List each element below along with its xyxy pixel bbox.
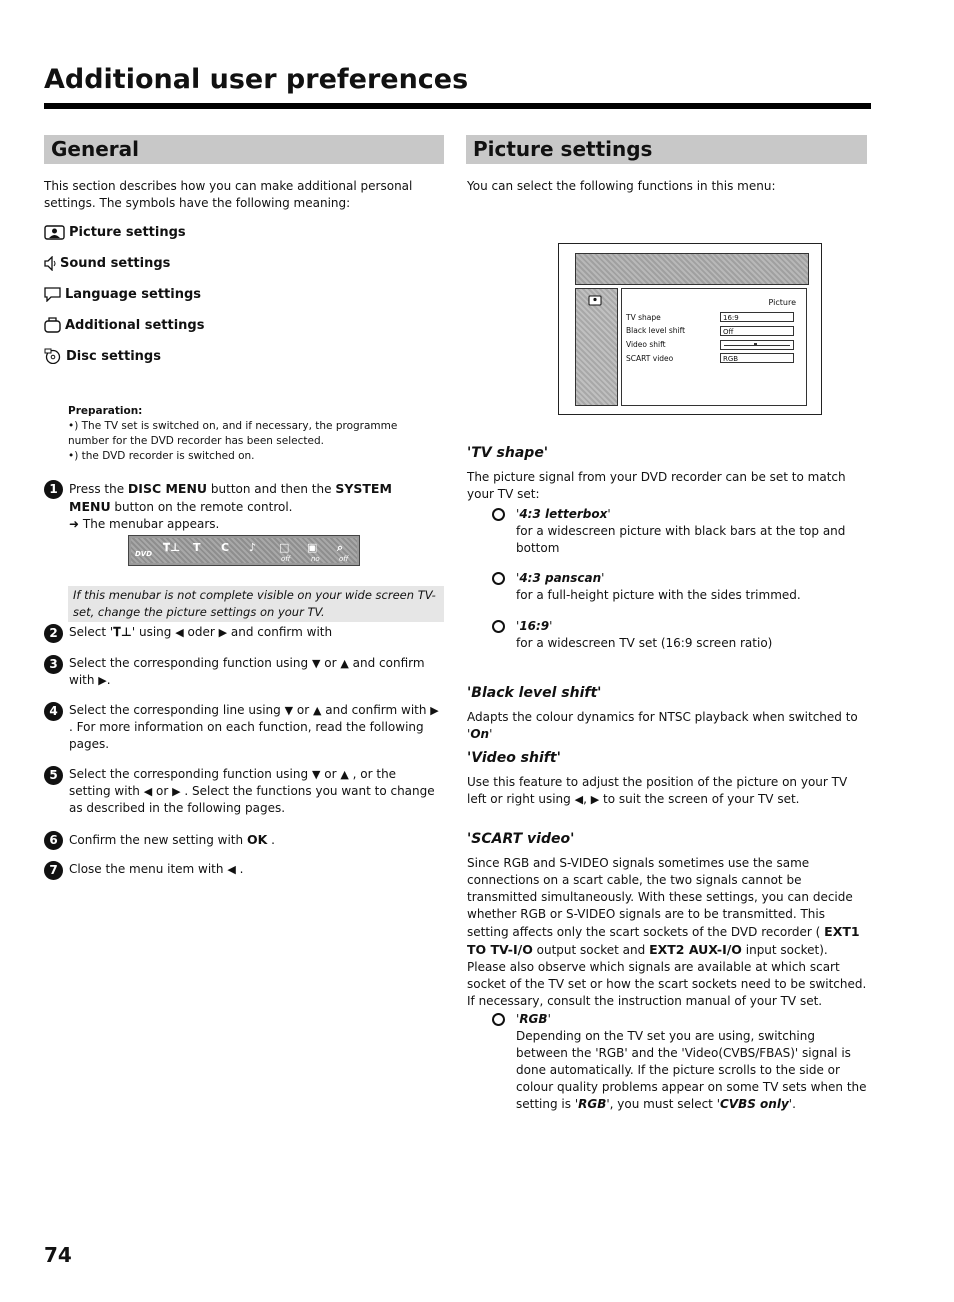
general-intro: This section describes how you can make additional personal settings. The symbols have the following meaning: [44,179,413,210]
option-panscan: '4:3 panscan' for a full-height picture with the sides trimmed. [492,570,870,604]
right-arrow-icon: ▶ [430,704,439,717]
sound-settings-icon [44,256,56,271]
right-arrow-icon: ▶ [218,626,228,639]
picture-settings-icon [44,225,65,240]
osd-menubar [575,253,809,285]
up-arrow-icon: ▲ [312,704,322,717]
down-arrow-icon: ▼ [311,768,321,781]
osd-value-video-shift [720,340,794,350]
black-level-text: Adapts the colour dynamics for NTSC playback when switched to 'On' [467,710,858,741]
symbol-label: Picture settings [69,225,186,240]
osd-value-tv-shape: 16:9 [720,312,794,322]
symbol-label: Additional settings [65,317,205,333]
step-number: 1 [44,480,63,499]
bullet-circle-icon [492,1013,505,1026]
additional-settings-icon [44,317,61,333]
symbol-additional [44,317,204,333]
tv-shape-heading: 'TV shape' [467,445,549,461]
left-arrow-icon: ◀ [143,785,153,798]
osd-panel-title: Picture [768,298,796,307]
page-title: Additional user preferences [44,64,469,95]
video-shift-text: Use this feature to adjust the position of the picture on your TV left or right using ◀, ▶ to suit the screen of your TV set. [467,775,848,806]
clock-icon: C [221,541,230,554]
option-16-9: '16:9' for a widescreen TV set (16:9 screen ratio) [492,618,870,652]
symbol-label: Sound settings [60,256,171,271]
camera-icon: ▣ [307,541,318,554]
subtitle-icon: □ [279,541,290,554]
up-arrow-icon: ▲ [340,657,349,670]
symbol-sound [44,256,170,271]
scart-video-text: Since RGB and S-VIDEO signals sometimes use the same connections on a scart cable, the two signals cannot be transmitted simultaneously. With these settings, you can decide whether RGB or S-VIDEO signals are to be transmitted. This setting affects only the scart sockets of the DVD recorder ( EXT1 TO TV-I/O output socket and EXT2 AUX-I/O input socket). Please also observe which signals are available at which scart socket of the TV set or how the scart sockets need to be switched. If necessary, consult the instruction manual of your TV set. [467,856,867,1008]
preparation-label: Preparation: [68,405,143,417]
osd-screenshot [558,243,822,415]
osd-sidebar [575,288,618,406]
step-5: 5 Select the corresponding function using ▼ or ▲ , or the setting with ◀ or ▶ . Select the functions you want to change as described in the following pages. [44,766,440,817]
left-arrow-icon: ◀ [574,793,584,806]
osd-value-black-level: Off [720,326,794,336]
symbol-picture [44,225,186,240]
ok-key: OK [246,832,268,847]
disc-menu-key: DISC MENU [127,481,208,496]
audio-icon: ♪ [249,541,257,554]
right-arrow-icon: ▶ [172,785,181,798]
left-arrow-icon: ◀ [227,863,236,876]
down-arrow-icon: ▼ [284,704,294,717]
bullet-circle-icon [492,508,505,521]
up-arrow-icon: ▲ [340,768,349,781]
system-menu-key: SYSTEM MENU [69,481,392,514]
picture-intro: You can select the following functions in this menu: [467,179,776,193]
page-number: 74 [44,1243,72,1267]
picture-settings-icon [588,295,602,306]
symbol-language [44,287,201,302]
step-7: 7 Close the menu item with ◀ . [44,861,440,878]
step-4: 4 Select the corresponding line using ▼ or ▲ and confirm with ▶ . For more information on each function, read the following pages. [44,702,440,753]
right-arrow-icon: ▶ [590,793,600,806]
preparation-line: •) the DVD recorder is switched on. [68,450,255,462]
bullet-circle-icon [492,572,505,585]
menubar-illustration: DVD 𝐓⊥ T C ♪ □ ▣ ⌕ off no off [128,535,360,566]
widescreen-note: If this menubar is not complete visible on your wide screen TV-set, change the picture settings on your TV. [68,586,444,622]
black-level-heading: 'Black level shift' [467,685,602,701]
title-rule [44,103,871,109]
zoom-icon: ⌕ [337,541,344,554]
left-arrow-icon: ◀ [175,626,184,639]
step-2: 2 Select '𝐓⊥' using ◀ oder ▶ and confirm with [44,624,440,641]
osd-value-scart: RGB [720,353,794,363]
picture-settings-heading: Picture settings [466,135,867,164]
disc-settings-icon [44,348,62,364]
symbol-disc [44,348,161,364]
right-arrow-icon: ▶ [98,674,107,687]
step-3: 3 Select the corresponding function using ▼ or ▲ and confirm with ▶. [44,655,440,689]
settings-icon: 𝐓⊥ [163,541,181,554]
down-arrow-icon: ▼ [311,657,321,670]
result-arrow-icon: ➜ [69,517,80,531]
preparation-line: •) The TV set is switched on, and if necessary, the programme number for the DVD recorder has been selected. [68,420,398,447]
text-icon: T [193,541,201,554]
video-shift-heading: 'Video shift' [467,750,561,766]
step-result: The menubar appears. [82,517,220,531]
general-heading: General [44,135,444,164]
settings-icon: 𝐓⊥ [113,625,132,639]
step-1: 1 Press the DISC MENU button and then the SYSTEM MENU button on the remote control. ➜ The menubar appears. [44,480,440,533]
language-settings-icon [44,287,61,302]
osd-picture-panel: Picture TV shape 16:9 Black level shift Off Video shift SCART video RGB [621,288,807,406]
step-6: 6 Confirm the new setting with OK . [44,831,440,849]
dvd-icon: DVD [135,550,153,558]
symbol-label: Language settings [65,287,202,302]
preparation [68,404,440,464]
scart-video-heading: 'SCART video' [467,831,575,847]
bullet-circle-icon [492,620,505,633]
symbol-label: Disc settings [66,348,161,364]
option-rgb: 'RGB' Depending on the TV set you are using, switching between the 'RGB' and the 'Video(CVBS/FBAS)' signal is done automatically. If the picture scrolls to the side or colour quality problems appear on some TV sets when the setting is 'RGB', you must select 'CVBS only'. [492,1011,870,1113]
option-letterbox: '4:3 letterbox' for a widescreen picture with black bars at the top and bottom [492,506,870,557]
tv-shape-text: The picture signal from your DVD recorder can be set to match your TV set: [467,470,846,501]
